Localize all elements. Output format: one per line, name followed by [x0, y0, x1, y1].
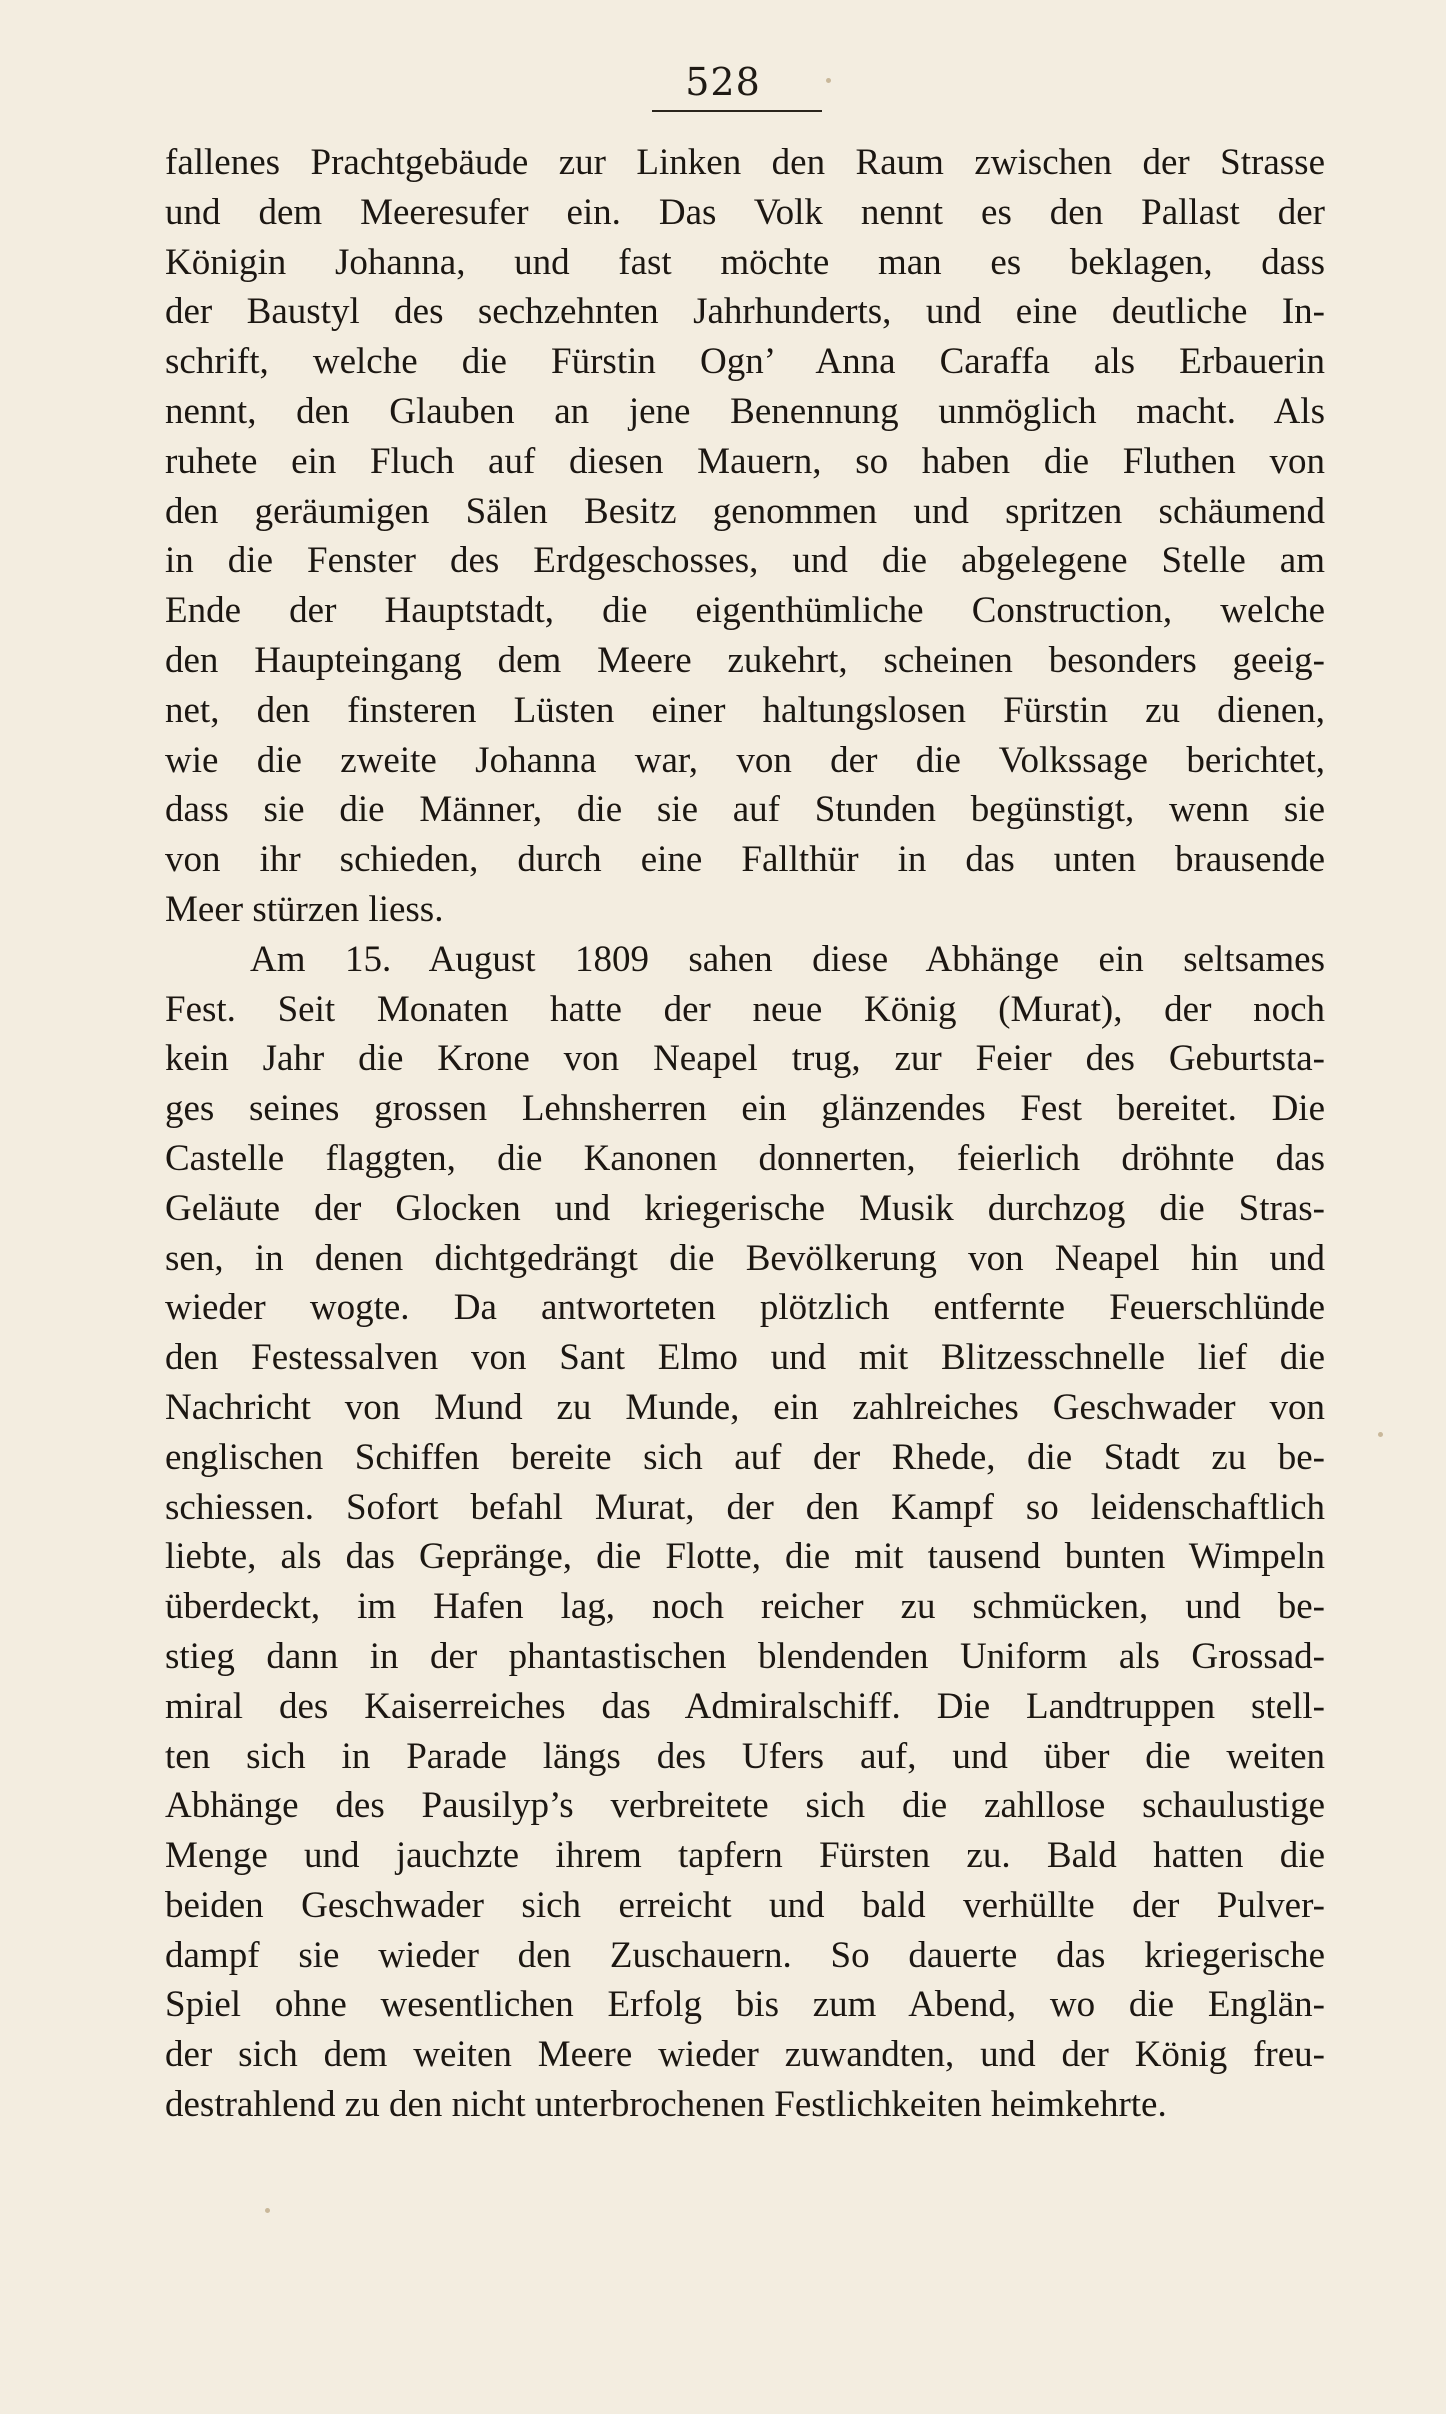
paper-spot [1378, 1432, 1383, 1437]
text-line: Abhänge des Pausilyp’s verbreitete sich die zahllose schaulustige [165, 1785, 1325, 1827]
text-line: Nachricht von Mund zu Munde, ein zahlreiches Geschwader von [165, 1386, 1325, 1428]
text-line: kein Jahr die Krone von Neapel trug, zur Feier des Geburtsta- [165, 1038, 1325, 1080]
text-line: ruhete ein Fluch auf diesen Mauern, so haben die Fluthen von [165, 440, 1325, 482]
text-line: net, den finsteren Lüsten einer haltungslosen Fürstin zu dienen, [165, 689, 1325, 731]
text-line: überdeckt, im Hafen lag, noch reicher zu schmücken, und be- [165, 1586, 1325, 1628]
paragraph-1 [165, 138, 1325, 935]
text-line: der Baustyl des sechzehnten Jahrhunderts, und eine deutliche In- [165, 291, 1325, 333]
text-line: der sich dem weiten Meere wieder zuwandten, und der König freu- [165, 2034, 1325, 2076]
text-line: Fest. Seit Monaten hatte der neue König (Murat), der noch [165, 988, 1325, 1030]
text-line: Ende der Hauptstadt, die eigenthümliche Construction, welche [165, 590, 1325, 632]
text-line: stieg dann in der phantastischen blendenden Uniform als Grossad- [165, 1635, 1325, 1677]
text-line: Menge und jauchzte ihrem tapfern Fürsten zu. Bald hatten die [165, 1835, 1325, 1877]
text-line: und dem Meeresufer ein. Das Volk nennt es den Pallast der [165, 191, 1325, 233]
body-text [165, 138, 1325, 2130]
paragraph-2 [165, 935, 1325, 2130]
text-line: wie die zweite Johanna war, von der die Volkssage berichtet, [165, 739, 1325, 781]
text-line: den geräumigen Sälen Besitz genommen und spritzen schäumend [165, 490, 1325, 532]
text-line: Castelle flaggten, die Kanonen donnerten, feierlich dröhnte das [165, 1137, 1325, 1179]
text-line: destrahlend zu den nicht unterbrochenen Festlichkeiten heimkehrte. [165, 2084, 1167, 2126]
page-number-rule [652, 110, 822, 112]
paper-spot [265, 2208, 270, 2213]
text-line: miral des Kaiserreiches das Admiralschiff. Die Landtruppen stell- [165, 1685, 1325, 1727]
text-line: sen, in denen dichtgedrängt die Bevölkerung von Neapel hin und [165, 1237, 1325, 1279]
text-line: ges seines grossen Lehnsherren ein glänzendes Fest bereitet. Die [165, 1088, 1325, 1130]
text-line: schiessen. Sofort befahl Murat, der den Kampf so leidenschaftlich [165, 1486, 1325, 1528]
text-line: wieder wogte. Da antworteten plötzlich entfernte Feuerschlünde [165, 1287, 1325, 1329]
text-line: dass sie die Männer, die sie auf Stunden begünstigt, wenn sie [165, 789, 1325, 831]
text-line: den Haupteingang dem Meere zukehrt, scheinen besonders geeig- [165, 639, 1325, 681]
text-line: Meer stürzen liess. [165, 888, 444, 930]
text-line: Königin Johanna, und fast möchte man es beklagen, dass [165, 241, 1325, 283]
page-number: 528 [685, 60, 761, 104]
paper-spot [826, 78, 831, 83]
text-line: ten sich in Parade längs des Ufers auf, und über die weiten [165, 1735, 1325, 1777]
text-line: Am 15. August 1809 sahen diese Abhänge ein seltsames [250, 938, 1325, 980]
text-line: von ihr schieden, durch eine Fallthür in das unten brausende [165, 839, 1325, 881]
text-line: liebte, als das Gepränge, die Flotte, die mit tausend bunten Wimpeln [165, 1536, 1325, 1578]
text-line: englischen Schiffen bereite sich auf der Rhede, die Stadt zu be- [165, 1436, 1325, 1478]
text-line: dampf sie wieder den Zuschauern. So dauerte das kriegerische [165, 1934, 1325, 1976]
text-line: Geläute der Glocken und kriegerische Musik durchzog die Stras- [165, 1187, 1325, 1229]
text-line: in die Fenster des Erdgeschosses, und die abgelegene Stelle am [165, 540, 1325, 582]
text-line: fallenes Prachtgebäude zur Linken den Raum zwischen der Strasse [165, 142, 1325, 183]
text-line: nennt, den Glauben an jene Benennung unmöglich macht. Als [165, 390, 1325, 432]
text-line: beiden Geschwader sich erreicht und bald verhüllte der Pulver- [165, 1884, 1325, 1926]
text-line: den Festessalven von Sant Elmo und mit Blitzesschnelle lief die [165, 1337, 1325, 1379]
text-line: Spiel ohne wesentlichen Erfolg bis zum Abend, wo die Englän- [165, 1984, 1325, 2026]
text-line: schrift, welche die Fürstin Ogn’ Anna Caraffa als Erbauerin [165, 341, 1325, 383]
